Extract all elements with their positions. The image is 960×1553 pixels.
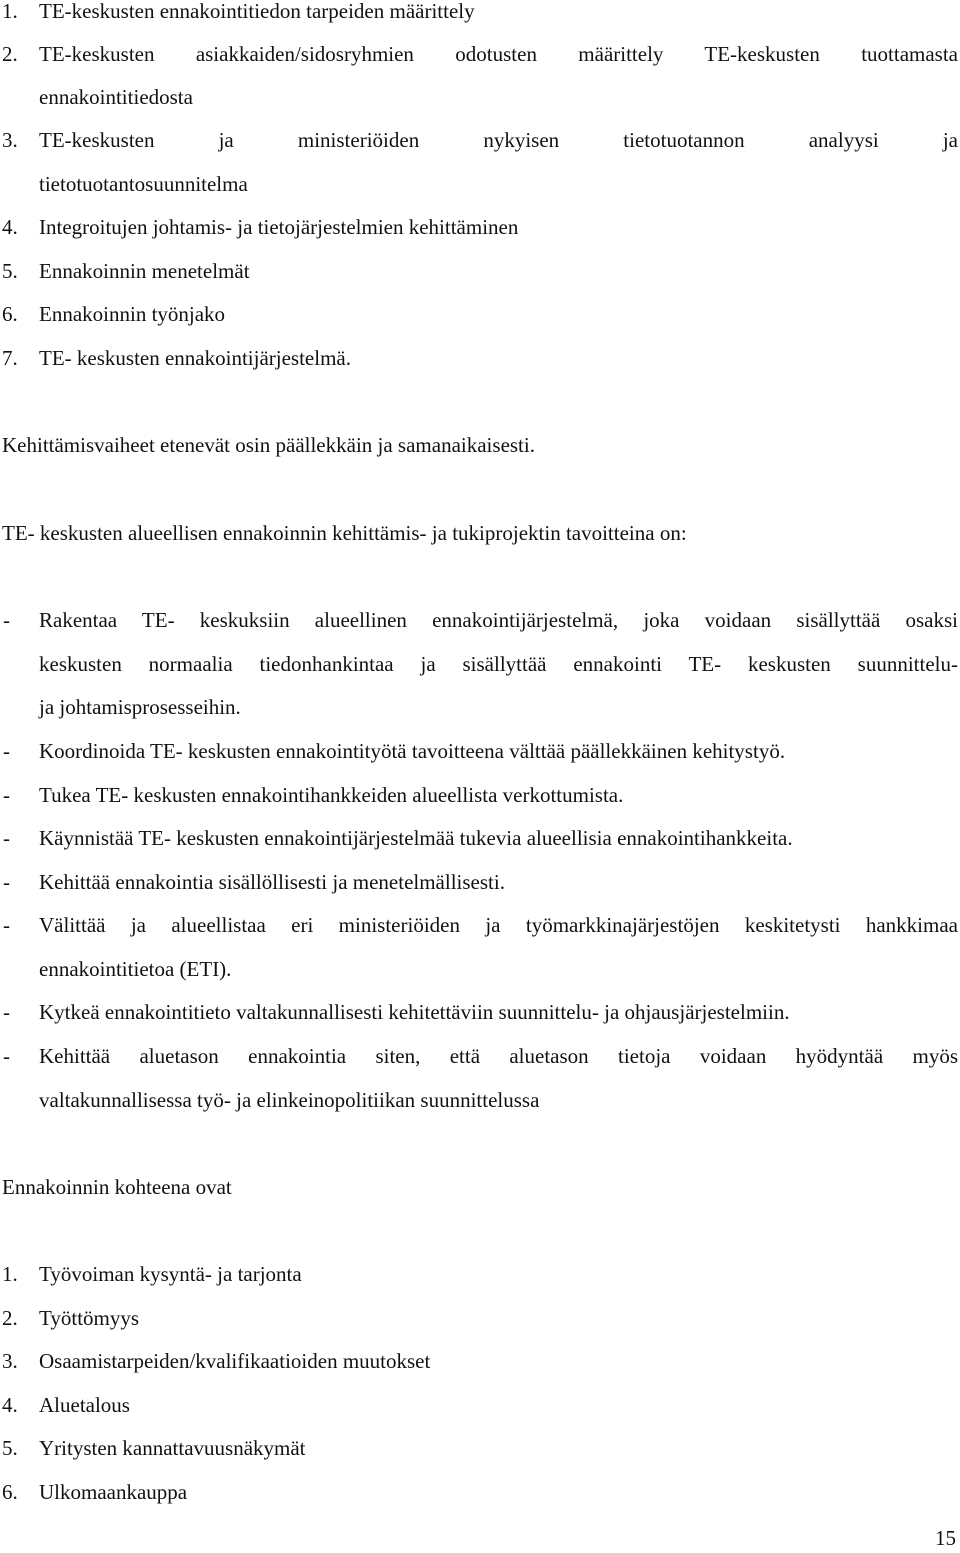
list-number: 3. [2, 128, 18, 152]
target-item-2 [0, 1303, 960, 1333]
list-dash: - [3, 783, 10, 807]
list-item-text: Rakentaa TE- keskuksiin alueellinen ennakointijärjestelmä, joka voidaan sisällyttää osaksi [39, 608, 958, 632]
list-item-text: Yritysten kannattavuusnäkymät [39, 1436, 306, 1460]
list-number: 6. [2, 1480, 18, 1504]
list-dash: - [3, 1044, 10, 1068]
goal-item-6 [0, 910, 960, 940]
goal-item-2 [0, 736, 960, 766]
list-number: 6. [2, 302, 18, 326]
target-item-4 [0, 1390, 960, 1420]
target-item-1 [0, 1259, 960, 1289]
top-list-item-2 [0, 39, 960, 69]
top-list-item-6 [0, 299, 960, 329]
list-dash: - [3, 739, 10, 763]
goal-item-4 [0, 823, 960, 853]
list-item-text: Työttömyys [39, 1306, 140, 1330]
top-list-item-1 [0, 0, 960, 26]
list-item-text: TE-keskusten ennakointitiedon tarpeiden määrittely [39, 0, 475, 23]
top-list-item-3-cont [0, 169, 960, 199]
list-dash: - [3, 608, 10, 632]
list-dash: - [3, 870, 10, 894]
goal-item-8-cont [0, 1085, 960, 1115]
list-item-text: ja johtamisprosesseihin. [39, 695, 241, 719]
list-number: 2. [2, 42, 18, 66]
list-item-text: Aluetalous [39, 1393, 130, 1417]
list-item-text: ennakointitiedosta [39, 85, 193, 109]
page-number: 15 [935, 1526, 956, 1550]
list-item-text: Ennakoinnin työnjako [39, 302, 226, 326]
list-number: 4. [2, 215, 18, 239]
list-item-text: TE- keskusten ennakointijärjestelmä. [39, 346, 351, 370]
paragraph-text: Kehittämisvaiheet etenevät osin päällekkäin ja samanaikaisesti. [2, 433, 535, 457]
goal-item-8 [0, 1041, 960, 1071]
target-item-5 [0, 1433, 960, 1463]
list-dash: - [3, 1000, 10, 1024]
goal-item-1 [0, 605, 960, 635]
list-item-text: tietotuotantosuunnitelma [39, 172, 248, 196]
goal-item-5 [0, 867, 960, 897]
list-item-text: TE-keskusten asiakkaiden/sidosryhmien odotusten määrittely TE-keskusten tuottamasta [39, 42, 958, 66]
goal-item-3 [0, 780, 960, 810]
list-number: 4. [2, 1393, 18, 1417]
top-list-item-4 [0, 212, 960, 242]
top-list-item-5 [0, 256, 960, 286]
list-number: 7. [2, 346, 18, 370]
list-item-text: Tukea TE- keskusten ennakointihankkeiden alueellista verkottumista. [39, 783, 624, 807]
list-item-text: Integroitujen johtamis- ja tietojärjestelmien kehittäminen [39, 215, 519, 239]
list-number: 1. [2, 0, 18, 23]
list-dash: - [3, 913, 10, 937]
list-number: 2. [2, 1306, 18, 1330]
list-item-text: Ulkomaankauppa [39, 1480, 188, 1504]
paragraph-phases [0, 430, 960, 460]
list-item-text: Kehittää ennakointia sisällöllisesti ja menetelmällisesti. [39, 870, 505, 894]
list-item-text: Kytkeä ennakointitieto valtakunnallisesti kehitettäviin suunnittelu- ja ohjausjärjestelmiin. [39, 1000, 790, 1024]
list-item-text: keskusten normaalia tiedonhankintaa ja sisällyttää ennakointi TE- keskusten suunnittelu- [39, 652, 958, 676]
paragraph-text: TE- keskusten alueellisen ennakoinnin kehittämis- ja tukiprojektin tavoitteina on: [2, 521, 687, 545]
top-list-item-2-cont [0, 82, 960, 112]
list-item-text: Osaamistarpeiden/kvalifikaatioiden muutokset [39, 1349, 431, 1373]
list-number: 1. [2, 1262, 18, 1286]
list-item-text: ennakointitietoa (ETI). [39, 957, 232, 981]
target-item-6 [0, 1477, 960, 1507]
goal-item-1-cont [0, 649, 960, 679]
list-item-text: Välittää ja alueellistaa eri ministeriöiden ja työmarkkinajärjestöjen keskitetysti hankkimaa [39, 913, 958, 937]
list-number: 5. [2, 259, 18, 283]
goal-item-1-cont [0, 692, 960, 722]
target-item-3 [0, 1346, 960, 1376]
list-dash: - [3, 826, 10, 850]
list-item-text: Ennakoinnin menetelmät [39, 259, 250, 283]
list-item-text: TE-keskusten ja ministeriöiden nykyisen tietotuotannon analyysi ja [39, 128, 958, 152]
list-item-text: valtakunnallisessa työ- ja elinkeinopolitiikan suunnittelussa [39, 1088, 540, 1112]
list-item-text: Työvoiman kysyntä- ja tarjonta [39, 1262, 302, 1286]
paragraph-targets-intro [0, 1172, 960, 1202]
paragraph-text: Ennakoinnin kohteena ovat [2, 1175, 232, 1199]
list-number: 3. [2, 1349, 18, 1373]
list-item-text: Koordinoida TE- keskusten ennakointityötä tavoitteena välttää päällekkäinen kehitystyö. [39, 739, 786, 763]
goal-item-7 [0, 997, 960, 1027]
list-item-text: Kehittää aluetason ennakointia siten, että aluetason tietoja voidaan hyödyntää myös [39, 1044, 958, 1068]
paragraph-goals-intro [0, 518, 960, 548]
list-number: 5. [2, 1436, 18, 1460]
top-list-item-7 [0, 343, 960, 373]
top-list-item-3 [0, 125, 960, 155]
list-item-text: Käynnistää TE- keskusten ennakointijärjestelmää tukevia alueellisia ennakointihankkeita. [39, 826, 793, 850]
goal-item-6-cont [0, 954, 960, 984]
